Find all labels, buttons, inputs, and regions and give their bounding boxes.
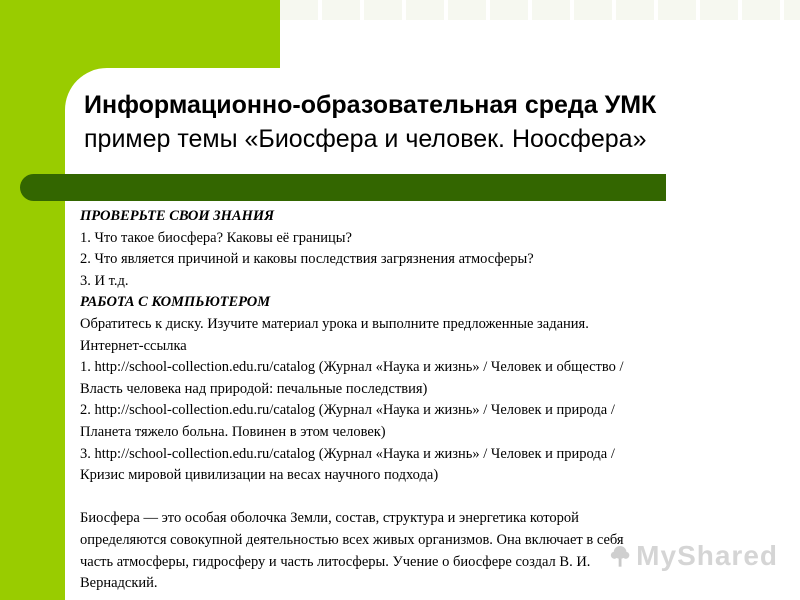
link-item-continuation: Кризис мировой цивилизации на весах научного подхода) bbox=[80, 467, 439, 484]
definition-line: Вернадский. bbox=[80, 575, 158, 592]
link-item: 2. http://school-collection.edu.ru/catalog (Журнал «Наука и жизнь» / Человек и природа / bbox=[80, 402, 615, 419]
slide-title bbox=[84, 88, 784, 156]
title-line-2: пример темы «Биосфера и человек. Ноосфера» bbox=[84, 125, 647, 153]
definition-line: определяются совокупной деятельностью всех живых организмов. Она включает в себя bbox=[80, 531, 624, 548]
link-item: 1. http://school-collection.edu.ru/catalog (Журнал «Наука и жизнь» / Человек и общество / bbox=[80, 359, 624, 376]
question-item: 2. Что является причиной и каковы последствия загрязнения атмосферы? bbox=[80, 251, 534, 268]
computer-work-heading: РАБОТА С КОМПЬЮТЕРОМ bbox=[80, 294, 271, 311]
watermark-text: MyShared bbox=[636, 540, 778, 571]
check-knowledge-heading: ПРОВЕРЬТЕ СВОИ ЗНАНИЯ bbox=[80, 208, 275, 224]
title-divider-bar bbox=[20, 174, 666, 201]
slide-body bbox=[80, 206, 780, 595]
link-item: 3. http://school-collection.edu.ru/catalog (Журнал «Наука и жизнь» / Человек и природа / bbox=[80, 445, 615, 462]
question-item: 1. Что такое биосфера? Каковы её границы? bbox=[80, 229, 352, 246]
link-item-continuation: Планета тяжело больна. Повинен в этом человек) bbox=[80, 423, 386, 440]
definition-line: Биосфера — это особая оболочка Земли, состав, структура и энергетика которой bbox=[80, 510, 579, 527]
internet-link-label: Интернет-ссылка bbox=[80, 337, 187, 354]
question-item: 3. И т.д. bbox=[80, 272, 129, 289]
paragraph-spacer bbox=[80, 487, 780, 509]
link-item-continuation: Власть человека над природой: печальные последствия) bbox=[80, 380, 428, 397]
instruction-text: Обратитесь к диску. Изучите материал урока и выполните предложенные задания. bbox=[80, 315, 589, 332]
title-line-1: Информационно-образовательная среда УМК bbox=[84, 91, 657, 119]
top-decoration-strip bbox=[280, 0, 800, 20]
definition-line: часть атмосферы, гидросферу и часть литосферы. Учение о биосфере создал В. И. bbox=[80, 553, 591, 570]
